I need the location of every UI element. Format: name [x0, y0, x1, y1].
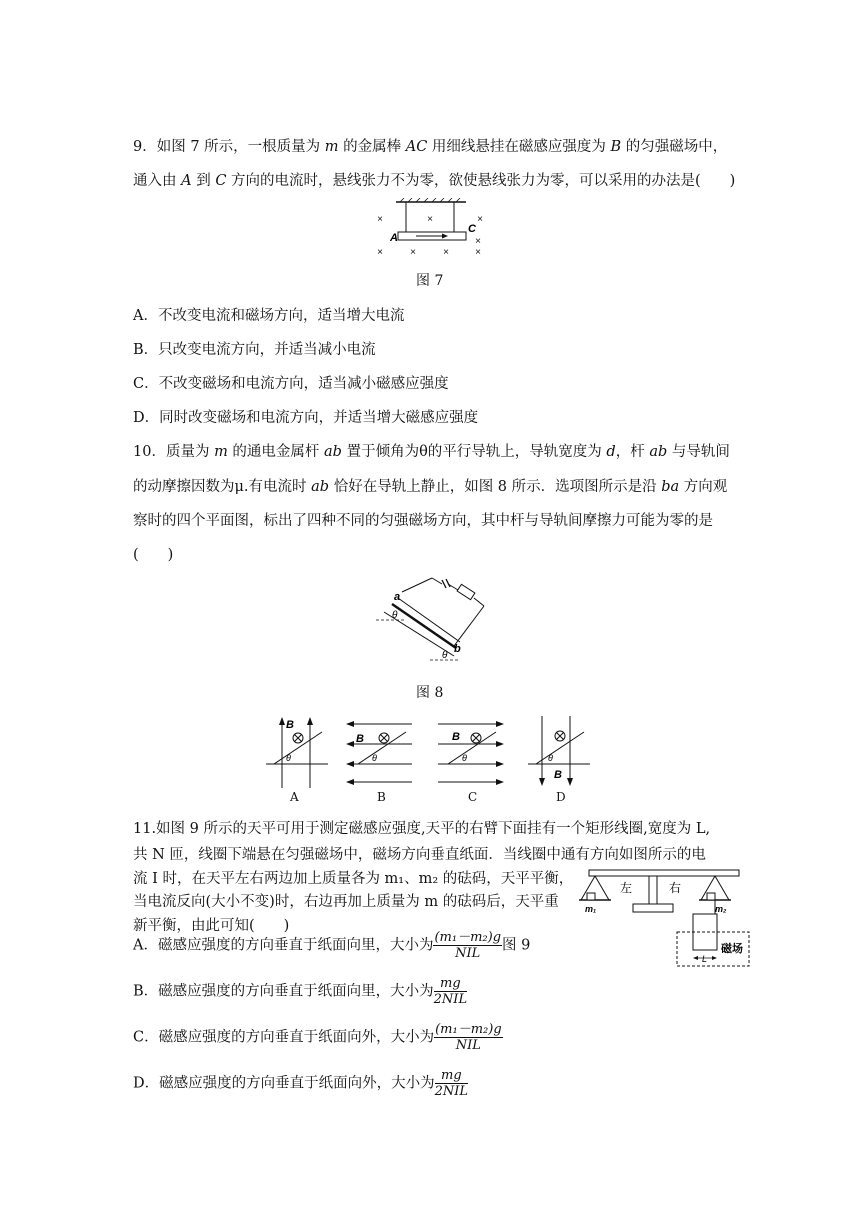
left-label: 左 [620, 881, 633, 895]
option-figure-a [262, 714, 332, 790]
label-a: A [390, 232, 398, 244]
denominator: 2NIL [434, 1084, 469, 1099]
denominator: 2NIL [433, 992, 468, 1007]
l-label: L [702, 954, 708, 964]
text: 的动摩擦因数为μ.有电流时 [133, 479, 312, 495]
numerator: mg [434, 976, 467, 992]
text: 9．如图 7 所示，一根质量为 [133, 139, 325, 155]
svg-text:×: × [443, 247, 449, 258]
figure-8-caption: 图 8 [416, 685, 444, 701]
var-c: C [215, 173, 227, 189]
text: 用细线悬挂在磁感应强度为 [427, 139, 611, 155]
right-label: 右 [669, 881, 682, 895]
field-label: 磁场 [721, 943, 743, 955]
q9-line-1 [133, 135, 727, 156]
q11-line-4: 当电流反向(大小不变)时，右边再加上质量为 m 的砝码后，天平重 [133, 894, 559, 910]
q9-option-d: D．同时改变磁场和电流方向，并适当增大磁感应强度 [133, 410, 479, 426]
denominator: NIL [455, 1038, 481, 1053]
var-a: A [181, 173, 192, 189]
svg-text:×: × [427, 214, 433, 225]
option-text: C．磁感应强度的方向垂直于纸面向外，大小为 [133, 1029, 435, 1046]
text: 10．质量为 [133, 444, 215, 460]
svg-text:×: × [410, 247, 416, 258]
q11-line-3: 流 I 时，在天平左右两边加上质量各为 m₁、m₂ 的砝码，天平平衡， [133, 871, 574, 887]
q10-line-1 [133, 440, 730, 461]
text: 的金属棒 [338, 139, 406, 155]
text: 的匀强磁场中， [621, 139, 728, 155]
option-figure-a-label: A [290, 790, 299, 804]
text: 到 [191, 173, 216, 189]
text: 的通电金属杆 [227, 444, 325, 460]
text: 恰好在导轨上静止，如图 8 所示．选项图所示是沿 [329, 479, 662, 495]
var-ab: ab [324, 444, 342, 460]
option-figure-c-label: C [468, 790, 478, 804]
m1-label: m₁ [585, 904, 597, 914]
figure-9 [575, 866, 755, 970]
option-figure-b [342, 714, 414, 790]
var-m: m [324, 139, 339, 155]
figure-7 [368, 198, 493, 260]
svg-text:×: × [475, 236, 481, 247]
figure-9-caption: 图 9 [502, 937, 531, 954]
fraction [434, 976, 467, 1007]
denominator: NIL [455, 946, 481, 961]
svg-text:×: × [377, 247, 383, 258]
figure-8 [370, 576, 490, 664]
var-d: d [606, 444, 616, 460]
option-figure-b-label: B [377, 790, 386, 804]
var-ba: ba [661, 479, 680, 495]
fraction [433, 930, 502, 961]
var-b: B [610, 139, 622, 155]
b-label: B [554, 769, 562, 781]
var-ac: AC [405, 139, 428, 155]
option-text: A．磁感应强度的方向垂直于纸面向里，大小为 [133, 937, 434, 954]
fraction [435, 1068, 468, 1099]
q11-line-5: 新平衡，由此可知( ) [133, 918, 290, 934]
b-label: B [356, 733, 364, 745]
q10-line-3: 察时的四个平面图，标出了四种不同的匀强磁场方向，其中杆与导轨间摩擦力可能为零的是 [133, 513, 713, 529]
m2-label: m₂ [715, 904, 727, 914]
option-figure-d-label: D [556, 790, 566, 804]
q10-line-4: ( ) [133, 547, 174, 563]
option-text: D．磁感应强度的方向垂直于纸面向外，大小为 [133, 1075, 435, 1092]
q11-option-d [133, 1068, 468, 1099]
q11-option-b [133, 976, 467, 1007]
numerator: mg [435, 1068, 468, 1084]
var-ab: ab [311, 479, 330, 495]
label-c: C [468, 223, 476, 235]
text: ，杆 [615, 444, 650, 460]
q9-option-c: C．不改变磁场和电流方向，适当减小磁感应强度 [133, 376, 449, 392]
theta-label: θ [286, 753, 291, 763]
numerator: (m₁－m₂)g [434, 930, 502, 945]
q9-line-2 [133, 169, 735, 190]
label-a: a [394, 591, 401, 603]
theta-label: θ [548, 753, 553, 763]
svg-text:×: × [477, 214, 483, 225]
b-label: B [286, 719, 294, 731]
q11-option-a [133, 930, 530, 961]
theta-label: θ [372, 753, 377, 763]
svg-text:×: × [377, 214, 383, 225]
q11-option-c [133, 1022, 503, 1053]
numerator: (m₁－m₂)g [435, 1022, 502, 1037]
theta-label: θ [442, 650, 448, 661]
option-figure-c [436, 714, 508, 790]
text: 方向的电流时，悬线张力不为零，欲使悬线张力为零，可以采用的办法是( ) [226, 173, 736, 189]
var-m: m [214, 444, 228, 460]
label-b: b [454, 643, 461, 655]
q11-line-1: 11.如图 9 所示的天平可用于测定磁感应强度,天平的右臂下面挂有一个矩形线圈,宽度为 L, [133, 821, 711, 837]
text: 方向观 [679, 479, 728, 495]
q9-option-b: B．只改变电流方向，并适当减小电流 [133, 342, 376, 358]
text: 通入由 [133, 173, 182, 189]
q10-line-2 [133, 475, 727, 496]
q11-line-2: 共 N 匝，线圈下端悬在匀强磁场中，磁场方向垂直纸面．当线圈中通有方向如图所示的电 [133, 847, 706, 863]
q9-option-a: A．不改变电流和磁场方向，适当增大电流 [133, 308, 405, 324]
option-figure-d [526, 714, 596, 790]
theta-label: θ [392, 610, 398, 621]
var-ab: ab [649, 444, 668, 460]
fraction [434, 1022, 503, 1053]
figure-7-caption: 图 7 [416, 273, 444, 289]
b-label: B [452, 731, 460, 743]
svg-text:×: × [475, 247, 481, 258]
text: 与导轨间 [667, 444, 730, 460]
text: 置于倾角为θ的平行导轨上，导轨宽度为 [341, 444, 607, 460]
option-text: B．磁感应强度的方向垂直于纸面向里，大小为 [133, 983, 434, 1000]
theta-label: θ [462, 753, 467, 763]
